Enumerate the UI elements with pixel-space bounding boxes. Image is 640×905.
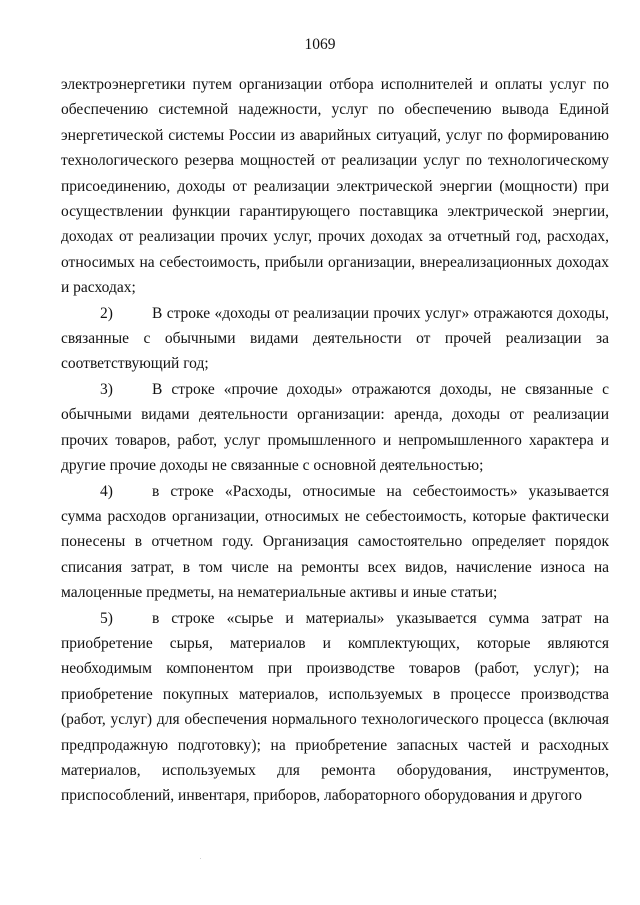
paragraph-item-3 [61,377,609,479]
item-number: 2) [100,304,113,322]
paragraph-continuation [61,72,609,301]
paragraph-text: в строке «Расходы, относимые на себестоимость» указывается сумма расходов организации, относимых не себестоимость, которые фактически понесены в отчетном году. Организация самостоятельно определяет порядок списания затрат, в том числе на ремонты всех видов, начисление износа на малоценные предметы, на нематериальные активы и иные статьи; [61,482,609,602]
body-text [61,72,609,809]
paragraph-item-2 [61,301,609,377]
paragraph-text: В строке «доходы от реализации прочих услуг» отражаются доходы, связанные с обычными видами деятельности от прочей реализации за соответствующий год; [61,304,609,373]
page-number: 1069 [304,36,336,53]
paragraph-text: В строке «прочие доходы» отражаются доходы, не связанные с обычными видами деятельности организации: аренда, доходы от реализации прочих товаров, работ, услуг промышленного и непромышленного характера и другие прочие доходы не связанные с основной деятельностью; [61,380,609,475]
paragraph-item-4 [61,479,609,606]
scan-artifact [200,858,201,859]
paragraph-text: в строке «сырье и материалы» указывается сумма затрат на приобретение сырья, материалов и комплектующих, которые являются необходимым компонентом при производстве товаров (работ, услуг); на приобретение покупных материалов, используемых в процессе производства (работ, услуг) для обеспечения нормального технологического процесса (включая предпродажную подготовку); на приобретение запасных частей и расходных материалов, используемых для ремонта оборудования, инструментов, приспособлений, инвентаря, приборов, лабораторного оборудования и другого [61,609,609,805]
item-number: 5) [100,609,113,627]
item-number: 4) [100,482,113,500]
paragraph-item-5 [61,606,609,809]
paragraph-text: электроэнергетики путем организации отбора исполнителей и оплаты услуг по обеспечению системной надежности, услуг по обеспечению вывода Единой энергетической системы России из аварийных ситуаций, услуг по формированию технологического резерва мощностей от реализации услуг по технологическому присоединению, доходы от реализации электрической энергии (мощности) при осуществлении функции гарантирующего поставщика электрической энергии, доходах от реализации прочих услуг, прочих доходах за отчетный год, расходах, относимых на себестоимость, прибыли организации, внереализационных доходах и расходах; [61,76,609,297]
item-number: 3) [100,380,113,398]
